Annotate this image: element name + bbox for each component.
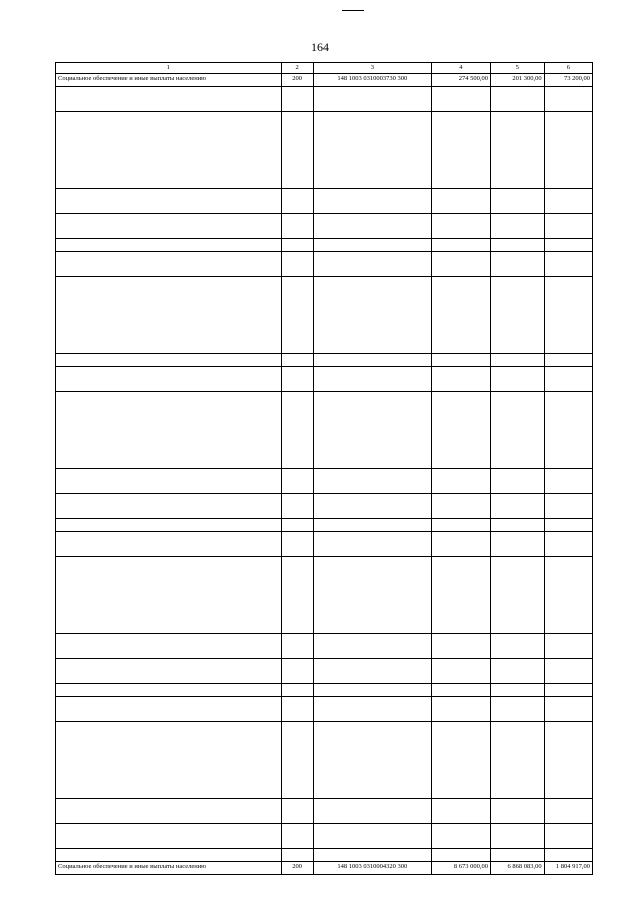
cell-name [56,532,282,557]
cell-v2019: 274 500,00 [431,74,490,87]
cell-admin [281,112,313,189]
cell-v2021 [544,367,592,392]
column-header: 6 [544,63,592,74]
table-row [56,659,593,684]
cell-name [56,634,282,659]
cell-name [56,189,282,214]
cell-admin [281,214,313,239]
cell-admin [281,252,313,277]
cell-admin [281,469,313,494]
table-row [56,239,593,252]
cell-v2019 [431,684,490,697]
cell-name [56,112,282,189]
cell-v2019 [431,799,490,824]
cell-v2021 [544,824,592,849]
cell-v2021 [544,519,592,532]
table-row [56,277,593,354]
cell-v2019 [431,659,490,684]
cell-v2020 [490,214,544,239]
table-row [56,849,593,862]
cell-v2021 [544,634,592,659]
table-row [56,697,593,722]
cell-v2021: 73 200,00 [544,74,592,87]
cell-name [56,252,282,277]
column-header: 4 [431,63,490,74]
cell-code [313,849,431,862]
table-row [56,519,593,532]
cell-name [56,214,282,239]
cell-v2019 [431,87,490,112]
cell-v2020 [490,189,544,214]
cell-admin [281,684,313,697]
cell-v2021 [544,239,592,252]
cell-v2019 [431,112,490,189]
cell-v2019 [431,532,490,557]
table-row [56,469,593,494]
table-row [56,189,593,214]
cell-admin [281,799,313,824]
cell-v2019 [431,557,490,634]
cell-code [313,277,431,354]
cell-v2021 [544,214,592,239]
cell-code [313,239,431,252]
cell-admin [281,824,313,849]
cell-v2020 [490,684,544,697]
cell-code [313,799,431,824]
cell-admin [281,697,313,722]
table-row [56,494,593,519]
cell-name [56,469,282,494]
cell-v2020 [490,367,544,392]
cell-v2021 [544,799,592,824]
cell-v2019 [431,722,490,799]
table-row [56,532,593,557]
cell-admin [281,239,313,252]
cell-admin [281,392,313,469]
cell-admin: 200 [281,74,313,87]
cell-code [313,519,431,532]
table-row [56,112,593,189]
cell-admin [281,659,313,684]
top-rule [342,10,364,11]
cell-admin: 200 [281,862,313,875]
cell-name: Социальное обеспечение и иные выплаты населению [56,862,282,875]
cell-v2019 [431,367,490,392]
column-header: 5 [490,63,544,74]
cell-v2019 [431,392,490,469]
cell-v2019: 8 673 000,00 [431,862,490,875]
cell-v2019 [431,519,490,532]
cell-v2020: 201 300,00 [490,74,544,87]
cell-v2020 [490,277,544,354]
cell-code: 148 1003 0310004320 300 [313,862,431,875]
cell-v2020: 6 868 083,00 [490,862,544,875]
cell-code [313,824,431,849]
cell-admin [281,494,313,519]
cell-code [313,722,431,799]
table-row [56,252,593,277]
cell-name [56,799,282,824]
cell-v2020 [490,469,544,494]
cell-v2021 [544,722,592,799]
cell-v2021 [544,354,592,367]
table-row [56,722,593,799]
cell-code [313,697,431,722]
cell-code: 148 1003 0310003730 300 [313,74,431,87]
cell-v2020 [490,392,544,469]
cell-admin [281,189,313,214]
cell-name [56,239,282,252]
column-header: 1 [56,63,282,74]
cell-v2019 [431,214,490,239]
cell-code [313,469,431,494]
cell-code [313,367,431,392]
cell-v2021 [544,684,592,697]
cell-name [56,354,282,367]
cell-v2020 [490,659,544,684]
cell-v2021 [544,112,592,189]
cell-name [56,519,282,532]
cell-name [56,697,282,722]
cell-v2019 [431,189,490,214]
table-row [56,684,593,697]
cell-code [313,112,431,189]
cell-v2020 [490,824,544,849]
cell-v2020 [490,239,544,252]
cell-v2020 [490,87,544,112]
cell-v2021 [544,697,592,722]
cell-v2019 [431,469,490,494]
cell-admin [281,634,313,659]
cell-name [56,87,282,112]
page-number: 164 [311,40,329,54]
cell-v2021 [544,557,592,634]
cell-name [56,684,282,697]
table-row [56,367,593,392]
cell-admin [281,87,313,112]
cell-v2019 [431,634,490,659]
cell-name [56,277,282,354]
cell-v2021 [544,469,592,494]
cell-v2020 [490,697,544,722]
cell-v2019 [431,354,490,367]
cell-v2020 [490,799,544,824]
cell-v2021 [544,392,592,469]
cell-v2020 [490,112,544,189]
cell-code [313,557,431,634]
cell-v2021 [544,532,592,557]
cell-v2020 [490,722,544,799]
cell-v2019 [431,824,490,849]
cell-v2020 [490,557,544,634]
cell-code [313,684,431,697]
cell-name [56,722,282,799]
cell-v2021 [544,277,592,354]
table-row [56,799,593,824]
column-header: 2 [281,63,313,74]
table-row [56,87,593,112]
cell-code [313,252,431,277]
cell-v2019 [431,849,490,862]
cell-v2020 [490,634,544,659]
cell-v2021 [544,189,592,214]
cell-v2021 [544,494,592,519]
table-row [56,862,593,875]
cell-name [56,659,282,684]
table-row [56,74,593,87]
cell-name: Социальное обеспечение и иные выплаты населению [56,74,282,87]
cell-code [313,659,431,684]
cell-v2019 [431,277,490,354]
column-header: 3 [313,63,431,74]
table-row [56,557,593,634]
cell-v2020 [490,849,544,862]
cell-v2021 [544,252,592,277]
cell-v2021 [544,87,592,112]
cell-v2019 [431,239,490,252]
cell-code [313,494,431,519]
cell-name [56,557,282,634]
budget-table [55,62,593,875]
cell-v2021 [544,849,592,862]
column-number-row [56,63,593,74]
cell-v2021 [544,659,592,684]
cell-code [313,354,431,367]
cell-code [313,392,431,469]
cell-admin [281,367,313,392]
table-row [56,824,593,849]
table-row [56,634,593,659]
cell-name [56,849,282,862]
cell-admin [281,557,313,634]
cell-code [313,214,431,239]
cell-code [313,87,431,112]
table-row [56,354,593,367]
cell-name [56,494,282,519]
table-body [56,74,593,875]
cell-code [313,532,431,557]
cell-v2021: 1 804 917,00 [544,862,592,875]
cell-v2020 [490,532,544,557]
cell-admin [281,519,313,532]
cell-v2019 [431,494,490,519]
cell-code [313,189,431,214]
cell-name [56,824,282,849]
cell-admin [281,277,313,354]
cell-v2020 [490,252,544,277]
cell-v2020 [490,494,544,519]
table-row [56,214,593,239]
cell-name [56,392,282,469]
cell-admin [281,354,313,367]
table-row [56,392,593,469]
cell-admin [281,722,313,799]
cell-v2019 [431,697,490,722]
cell-admin [281,849,313,862]
cell-code [313,634,431,659]
cell-name [56,367,282,392]
cell-v2019 [431,252,490,277]
cell-v2020 [490,519,544,532]
cell-v2020 [490,354,544,367]
cell-admin [281,532,313,557]
